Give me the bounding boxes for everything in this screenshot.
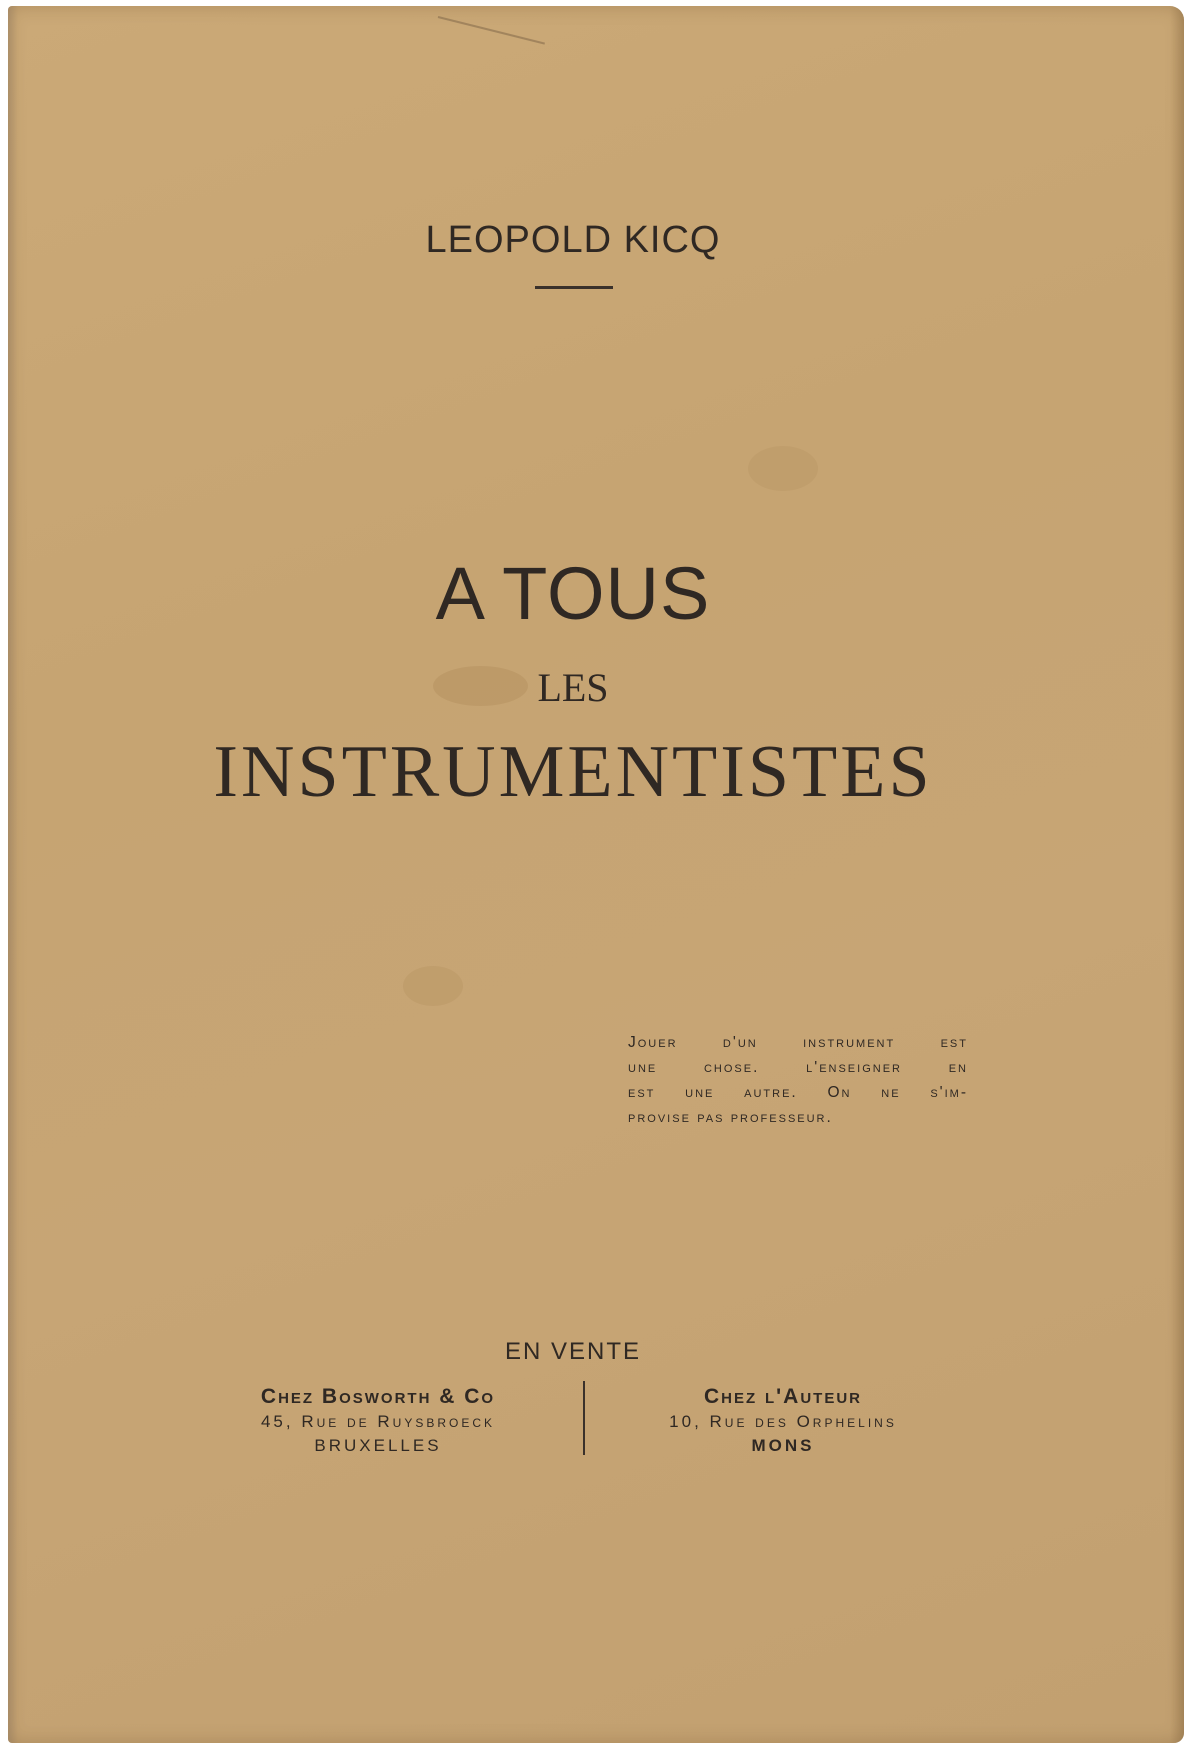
- vendor-right: [633, 1384, 933, 1458]
- book-cover: [8, 6, 1184, 1743]
- title-line-2: LES: [537, 665, 609, 710]
- epigraph-line: est une autre. On ne s'im-: [628, 1084, 968, 1101]
- vendor-divider: [583, 1381, 585, 1455]
- epigraph: [628, 1030, 968, 1130]
- vendor-left-city: BRUXELLES: [314, 1436, 442, 1455]
- cover-crease: [438, 16, 545, 45]
- vendor-left-name: Chez Bosworth & Co: [260, 1385, 496, 1408]
- author-name: LEOPOLD KICQ: [425, 219, 721, 261]
- vendor-left: [213, 1384, 543, 1458]
- vendor-right-address: 10, Rue des Orphelins: [669, 1412, 897, 1431]
- vendor-left-address: 45, Rue de Ruysbroeck: [260, 1412, 496, 1431]
- title-line-3: INSTRUMENTISTES: [213, 731, 933, 813]
- cover-right-edge: [1170, 6, 1184, 1743]
- stain-mark: [403, 966, 463, 1006]
- stain-mark: [748, 446, 818, 491]
- epigraph-line: Jouer d'un instrument est: [628, 1034, 968, 1051]
- sale-heading: EN VENTE: [504, 1338, 642, 1365]
- vendor-right-city: MONS: [751, 1436, 815, 1455]
- title-line-1: A TOUS: [435, 552, 711, 635]
- vendor-right-name: Chez l'Auteur: [704, 1385, 862, 1408]
- epigraph-line: une chose. l'enseigner en: [628, 1059, 968, 1076]
- cover-left-edge: [8, 6, 18, 1743]
- author-rule: [535, 286, 613, 289]
- epigraph-line: provise pas professeur.: [628, 1109, 833, 1126]
